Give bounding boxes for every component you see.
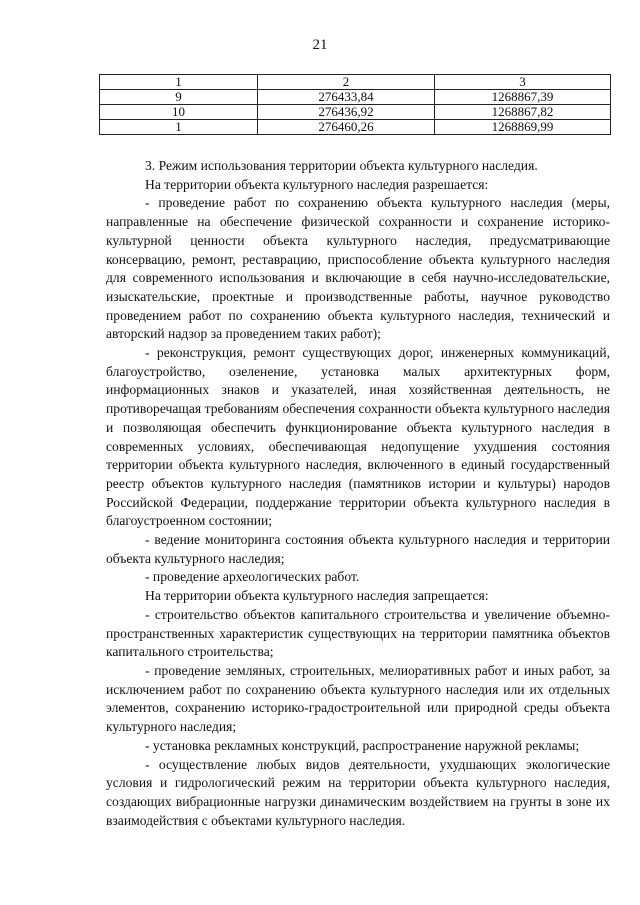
table-row [100, 105, 611, 120]
page-number: 21 [312, 37, 328, 53]
table-row [100, 90, 611, 105]
list-item: - ведение мониторинга состояния объекта культурного наследия и территории объекта культурного наследия; [106, 532, 610, 566]
list-item: - проведение работ по сохранению объекта культурного наследия (меры, направленные на обеспечение физической сохранности и сохранение историко-культурной ценности объекта культурного наследия, предусматривающие консервацию, ремонт, реставрацию, приспособление объекта культурного наследия для современного использования и включающие в себя научно-исследовательские, изыскательские, проектные и производственные работы, научное руководство проведением работ по сохранению объекта культурного наследия, технический и авторский надзор за проведением таких работ); [106, 195, 610, 342]
table-cell: 9 [100, 90, 258, 105]
table-header-cell: 3 [435, 75, 611, 90]
list-item: - проведение археологических работ. [145, 569, 360, 585]
table-row [100, 120, 611, 135]
table-cell: 10 [100, 105, 258, 120]
section-heading: 3. Режим использования территории объекта культурного наследия. [145, 158, 538, 173]
list-item: - проведение земляных, строительных, мелиоративных работ и иных работ, за исключением работ по сохранению объекта культурного наследия или их отдельных элементов, сохранению историко-градостроительной или природной среды объекта культурного наследия; [106, 662, 610, 735]
table-cell: 276460,26 [258, 120, 435, 135]
list-item: - строительство объектов капитального строительства и увеличение объемно-пространственных характеристик существующих на территории памятника объектов капитального строительства; [106, 606, 610, 660]
table-cell: 276436,92 [258, 105, 435, 120]
list-item: - установка рекламных конструкций, распространение наружной рекламы; [145, 737, 580, 753]
table-header-cell: 2 [258, 75, 435, 90]
list-item: - реконструкция, ремонт существующих дорог, инженерных коммуникаций, благоустройство, озеленение, установка малых архитектурных форм, информационных знаков и указателей, иная хозяйственная деятельность, не противоречащая требованиям обеспечения сохранности объекта культурного наследия и позволяющая обеспечить функционирование объекта культурного наследия в современных условиях, обеспечивающая недопущение ухудшения состояния территории объекта культурного наследия, включенного в единый государственный реестр объектов культурного наследия (памятников истории и культуры) народов Российской Федерации, поддержание территории объекта культурного наследия в благоустроенном состоянии; [106, 345, 610, 529]
document-body [106, 157, 610, 830]
coordinates-table [99, 74, 611, 135]
prohibited-intro: На территории объекта культурного наследия запрещается: [145, 588, 489, 604]
table-header-row [100, 75, 611, 90]
table-cell: 1268867,39 [435, 90, 611, 105]
list-item: - осуществление любых видов деятельности, ухудшающих экологические условия и гидрологический режим на территории объекта культурного наследия, создающих вибрационные нагрузки динамическим воздействием на грунты в зоне их взаимодействия с объектами культурного наследия. [106, 756, 610, 828]
table-cell: 1268867,82 [435, 105, 611, 120]
table-cell: 1 [100, 120, 258, 135]
table-header-cell: 1 [100, 75, 258, 90]
table-cell: 1268869,99 [435, 120, 611, 135]
table-cell: 276433,84 [258, 90, 435, 105]
permitted-intro: На территории объекта культурного наследия разрешается: [145, 176, 489, 192]
